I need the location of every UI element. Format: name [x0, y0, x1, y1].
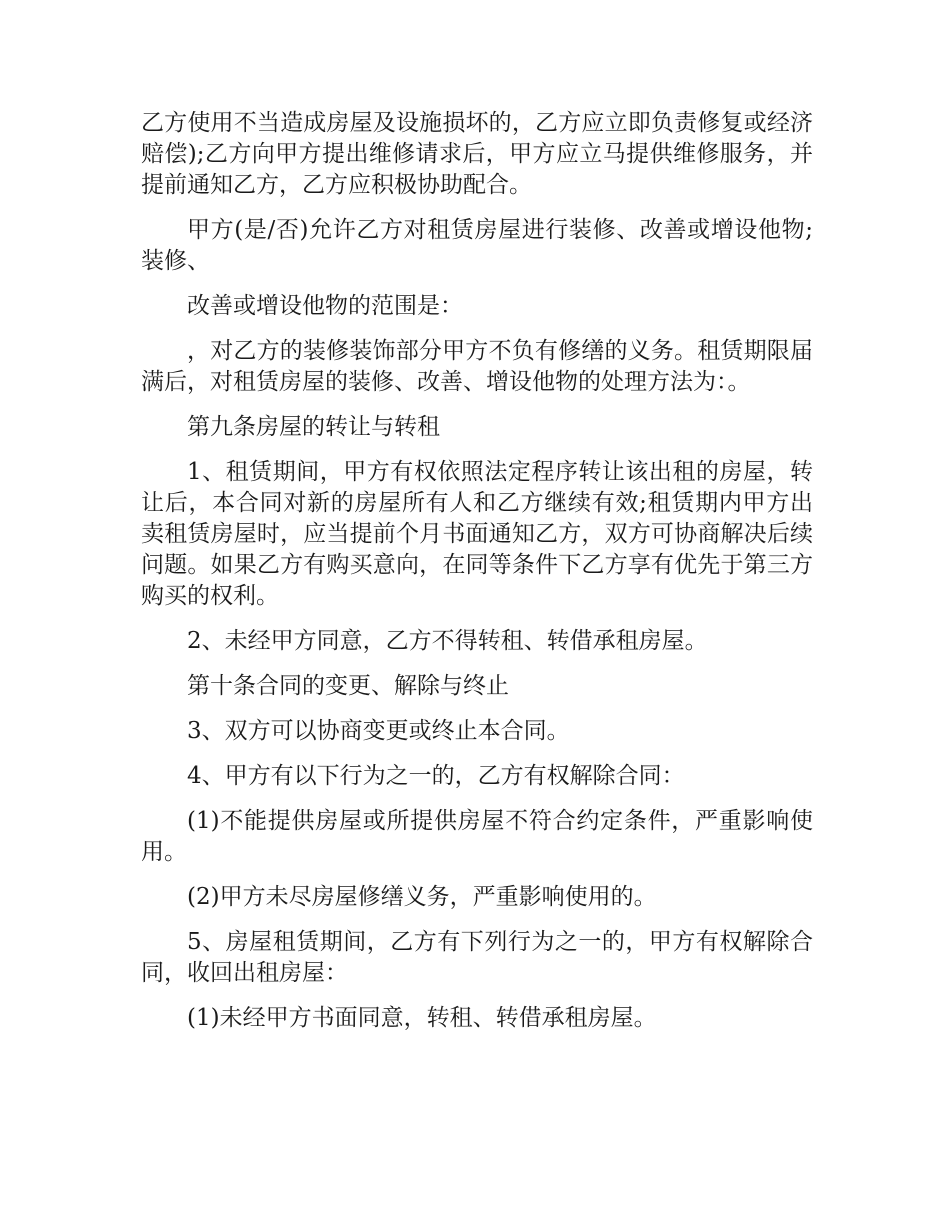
- paragraph-landlord-termination: 5、房屋租赁期间，乙方有下列行为之一的，甲方有权解除合同，收回出租房屋：: [141, 929, 813, 986]
- heading-article-ten: 第十条合同的变更、解除与终止: [187, 673, 509, 699]
- paragraph-transfer-rights: 1、租赁期间，甲方有权依照法定程序转让该出租的房屋，转让后，本合同对新的房屋所有人和乙方继续有效;租赁期内甲方出卖租赁房屋时，应当提前个月书面通知乙方，双方可协商解决后续问题。如果乙方有购买意向，在同等条件下乙方享有优先于第三方购买的权利。: [141, 459, 813, 609]
- paragraph-mutual-change: 3、双方可以协商变更或终止本合同。: [187, 718, 570, 744]
- paragraph-renovation-permission: 甲方(是/否)允许乙方对租赁房屋进行装修、改善或增设他物;装修、: [141, 217, 813, 274]
- paragraph-tenant-termination: 4、甲方有以下行为之一的，乙方有权解除合同：: [187, 763, 685, 789]
- paragraph-renovation-handling: ，对乙方的装修装饰部分甲方不负有修缮的义务。租赁期限届满后，对租赁房屋的装修、改善、增设他物的处理方法为：。: [141, 338, 813, 395]
- paragraph-item-1-unfit-house: (1)不能提供房屋或所提供房屋不符合约定条件，严重影响使用。: [141, 808, 813, 865]
- paragraph-no-sublease: 2、未经甲方同意，乙方不得转租、转借承租房屋。: [187, 628, 708, 654]
- document-body: [141, 108, 813, 1048]
- paragraph-item-1-unauthorized-sublease: (1)未经甲方书面同意，转租、转借承租房屋。: [187, 1005, 657, 1031]
- paragraph-repair-liability: 乙方使用不当造成房屋及设施损坏的，乙方应立即负责修复或经济赔偿);乙方向甲方提出维修请求后，甲方应立马提供维修服务，并提前通知乙方，乙方应积极协助配合。: [141, 110, 813, 198]
- paragraph-renovation-scope: 改善或增设他物的范围是：: [187, 293, 463, 319]
- paragraph-item-2-no-repair: (2)甲方未尽房屋修缮义务，严重影响使用的。: [187, 884, 657, 910]
- heading-article-nine: 第九条房屋的转让与转租: [187, 414, 440, 440]
